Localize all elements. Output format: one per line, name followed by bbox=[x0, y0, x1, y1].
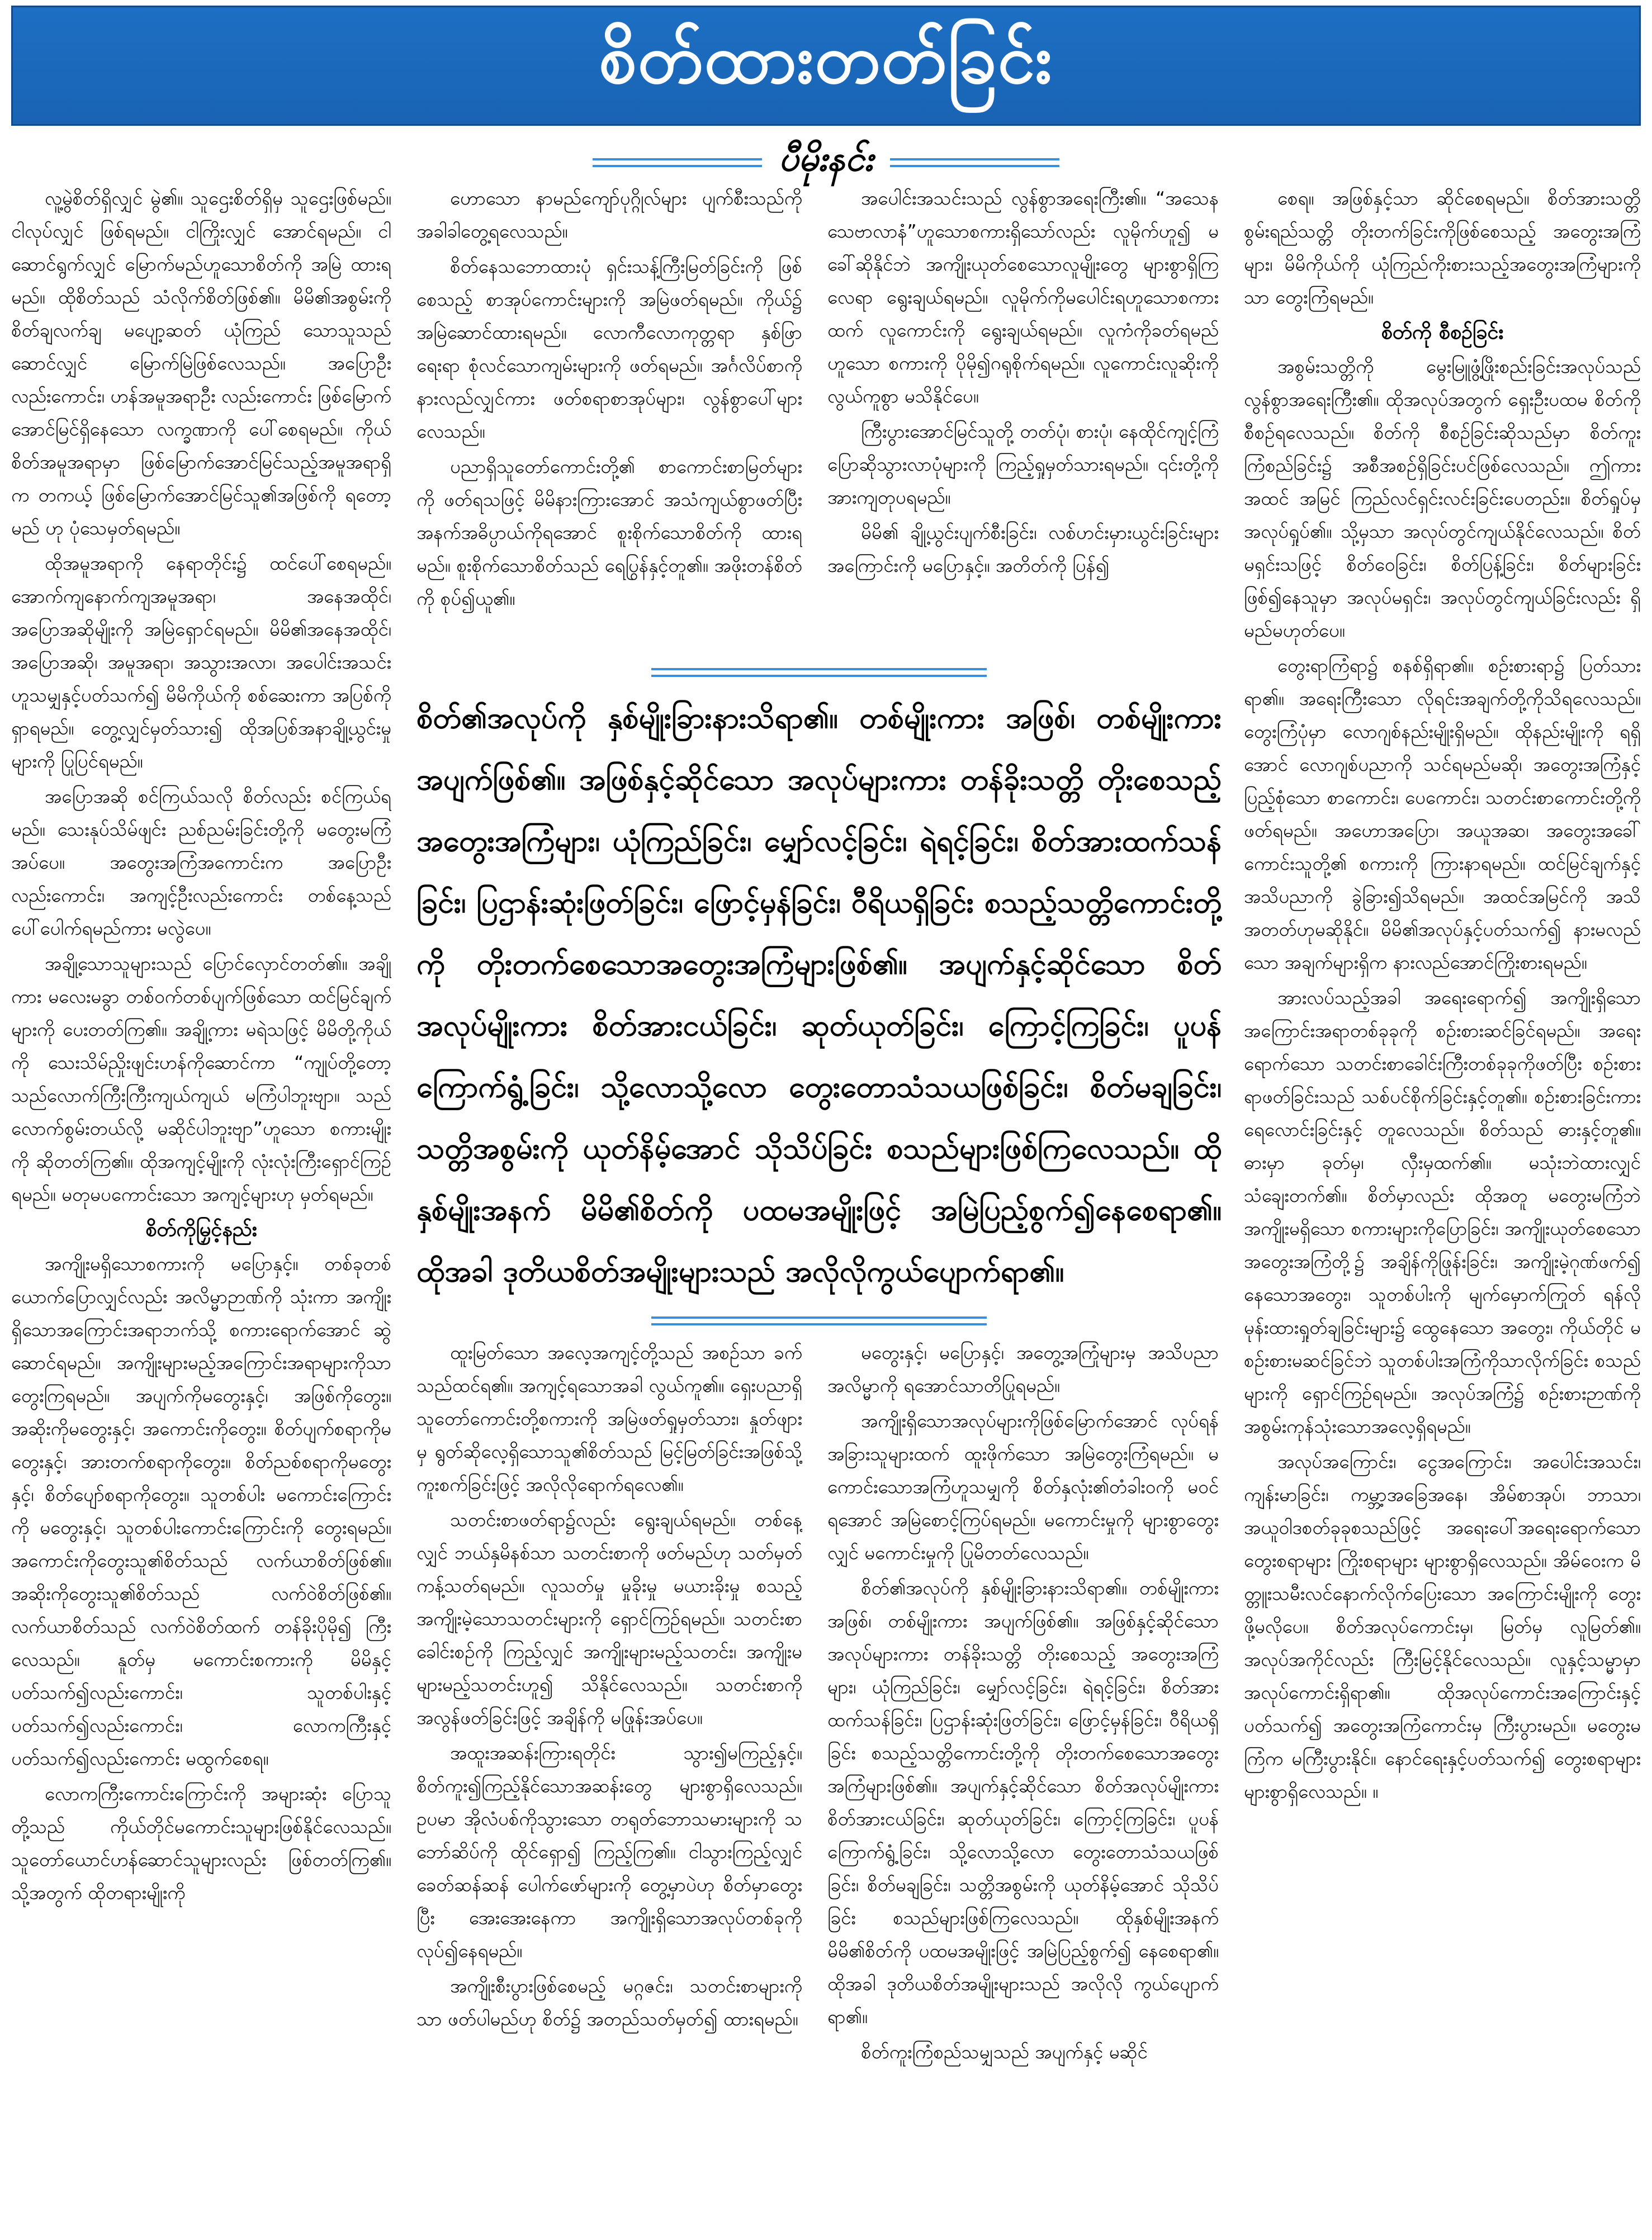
paragraph: အကျိုးရှိသောအလုပ်များကိုဖြစ်မြောက်အောင် လုပ်ရန် အခြားသူများထက် ထူးဖိုက်သော အမြဲတွေးကြံရမည်။ မကောင်းသောအကြံဟူသမျှကို စိတ်နှလုံး၏တံခါးဝကို မဝင်ရအောင် အမြဲစောင့်ကြပ်ရမည်။ မကောင်းမှုကို များစွာတွေးလျှင် မကောင်းမှုကို ပြုမိတတ်လေသည်။ bbox=[827, 1410, 1219, 1564]
paragraph: ဟောသော နာမည်ကျော်ပုဂ္ဂိုလ်များ ပျက်စီးသည်ကို အခါခါတွေ့ရလေသည်။ bbox=[416, 187, 802, 242]
pull-quote-rule bbox=[651, 675, 987, 677]
paragraph: ပညာရှိသူတော်ကောင်းတို့၏ စာကောင်းစာမြတ်များကို ဖတ်ရသဖြင့် မိမိနားကြားအောင် အသံကျယ်စွာဖတ်ပြီး အနက်အဓိပ္ပာယ်ကိုရအောင် စူးစိုက်သောစိတ်ကို ထားရမည်။ စူးစိုက်သောစိတ်သည် ရေပြွန်နှင့်တူ၏။ အဖိုးတန်စိတ်ကို စုပ်၍ယူ၏။ bbox=[416, 456, 802, 609]
article-title: စိတ်ထားတတ်ခြင်း bbox=[599, 21, 1053, 98]
paragraph: အထူးအဆန်းကြားရတိုင်း သွား၍မကြည့်နှင့်။ စိတ်ကူး၍ကြည့်နိုင်သောအဆန်းတွေ များစွာရှိလေသည်။ ဥပမာ အိုလံပစ်ကိုသွားသော တရုတ်ဘောသမားများကို သဘော်ဆိပ်ကို ထိုင်ရှော၍ ကြည့်ကြ၏။ ငါသွားကြည့်လျှင် ခေတ်ဆန်ဆန် ပေါက်ဖော်များကို တွေ့မှာပဲဟု စိတ်မှာတွေးပြီး အေးအေးနေကာ အကျိုးရှိသောအလုပ်တစ်ခုကို လုပ်၍နေရမည်။ bbox=[416, 1742, 802, 1962]
paragraph: စေရ။ အဖြစ်နှင့်သာ ဆိုင်စေရမည်။ စိတ်အားသတ္တိ စွမ်းရည်သတ္တိ တိုးတက်ခြင်းကိုဖြစ်စေသည့် အတွေးအကြံများ၊ မိမိကိုယ်ကို ယုံကြည်ကိုးစားသည့်အတွေးအကြံများကိုသာ တွေးကြံရမည်။ bbox=[1244, 187, 1641, 308]
paragraph: အလုပ်အကြောင်း၊ ငွေအကြောင်း၊ အပေါင်းအသင်း၊ ကျန်းမာခြင်း၊ ကမ္ဘာ့အခြေအနေ၊ အိမ်စာအုပ်၊ ဘာသာ၊ အယူဝါဒစတ်ခုခုစသည်ဖြင့် အရေးပေါ်အရေးရောက်သော တွေးစရာများ ကြိုးစရာများ များစွာရှိလေသည်။ အိမ်ဝေးက မိတ္တူးသမီးလင်နောက်လိုက်ပြေးသော အကြောင်းမျိုးကို တွေးဖို့မလိုပေ။ စိတ်အလုပ်ကောင်းမှ၊ မြတ်မှ လူမြတ်၏။ အလုပ်အကိုင်လည်း ကြီးမြင့်နိုင်လေသည်။ လူနှင့်သမ္မာမှာ အလုပ်ကောင်းရှိရာ၏။ ထိုအလုပ်ကောင်းအကြောင်းနှင့်ပတ်သက်၍ အတွေးအကြံကောင်းမှ ကြီးပွားမည်။ မတွေးမကြံက မကြီးပွားနိုင်။ နောင်ရေးနှင့်ပတ်သက်၍ တွေးစရာများများစွာရှိလေသည်။ ။ bbox=[1244, 1451, 1641, 1802]
pull-quote bbox=[411, 668, 1227, 1328]
paragraph: သတင်းစာဖတ်ရာ၌လည်း ရွေးချယ်ရမည်။ တစ်နေ့လျှင် ဘယ်နှမိနစ်သာ သတင်းစာကို ဖတ်မည်ဟု သတ်မှတ်ကန့်သတ်ရမည်။ လူသတ်မှု မှုခိုးမှု မယားခိုးမှု စသည့်အကျိုးမဲ့သောသတင်းများကို ရှောင်ကြဉ်ရမည်။ သတင်းစာခေါင်းစဉ်ကို ကြည့်လျှင် အကျိုးများမည့်သတင်း၊ အကျိုးမများမည့်သတင်းဟူ၍ သိနိုင်လေသည်။ သတင်းစာကို အလွန်ဖတ်ခြင်းဖြင့် အချိန်ကို မဖြုန်းအပ်ပေ။ bbox=[416, 1509, 802, 1728]
author-name: ပီမိုးနင်း bbox=[762, 137, 890, 188]
paragraph: လောကကြီးကောင်းကြောင်းကို အများဆုံး ပြောသူတို့သည် ကိုယ်တိုင်မကောင်းသူများဖြစ်နိုင်လေသည်။ သူတော်ယောင်ဟန်ဆောင်သူများလည်း ဖြစ်တတ်ကြ၏။ သို့အတွက် ထိုတရားမျိုးကို bbox=[11, 1783, 391, 1903]
title-banner bbox=[11, 6, 1641, 126]
paragraph: အကျိုးမရှိသောစကားကို မပြောနှင့်။ တစ်ခုတစ်ယောက်ပြောလျှင်လည်း အလိမ္မာဉာဏ်ကို သုံးကာ အကျိုးရှိသောအကြောင်းအရာဘက်သို့ စကားရောက်အောင် ဆွဲဆောင်ရမည်။ အကျိုးများမည့်အကြောင်းအရာများကိုသာ တွေးကြရမည်။ အပျက်ကိုမတွေးနှင့်၊ အဖြစ်ကိုတွေး။ အဆိုးကိုမတွေးနှင့်၊ အကောင်းကိုတွေး။ စိတ်ပျက်စရာကိုမတွေးနှင့်၊ အားတက်စရာကိုတွေး။ စိတ်ညစ်စရာကိုမတွေးနှင့်၊ စိတ်ပျော်စရာကိုတွေး။ သူတစ်ပါး မကောင်းကြောင်းကို မတွေးနှင့်၊ သူတစ်ပါးကောင်းကြောင်းကို တွေးရမည်။ အကောင်းကိုတွေးသူ၏စိတ်သည် လက်ယာစိတ်ဖြစ်၏။ အဆိုးကိုတွေးသူ၏စိတ်သည် လက်ဝဲစိတ်ဖြစ်၏။ လက်ယာစိတ်သည် လက်ဝဲစိတ်ထက် တန်ခိုးပိုမို၍ ကြီးလေသည်။ နူတ်မှ မကောင်းစကားကို မိမိနှင့်ပတ်သက်၍လည်းကောင်း၊ သူတစ်ပါးနှင့်ပတ်သက်၍လည်းကောင်း၊ လောကကြီးနှင့် ပတ်သက်၍လည်းကောင်း မထွက်စေရ။ bbox=[11, 1253, 391, 1769]
pull-quote-rule bbox=[651, 1316, 987, 1319]
paragraph: အပေါင်းအသင်းသည် လွန်စွာအရေးကြီး၏။ “အသေနသေဗာလာနံ”ဟူသောစကားရှိသော်လည်း လူမိုက်ဟူ၍ မခေါ်ဆိုနိုင်ဘဲ အကျိုးယုတ်စေသောလူမျိုးတွေ များစွာရှိကြလေရာ ရွေးချယ်ရမည်။ လူမိုက်ကိုမပေါင်းရဟူသောစကားထက် လူကောင်းကို ရွေးချယ်ရမည်။ လူကံကိုခတ်ရမည်ဟူသော စကားကို ပိုမို၍ဂရုစိုက်ရမည်။ လူကောင်းလူဆိုးကို လွယ်ကူစွာ မသိနိုင်ပေ။ bbox=[827, 187, 1219, 407]
column-1 bbox=[11, 182, 391, 2228]
section-heading: စိတ်ကို စီစဉ်ခြင်း bbox=[1381, 321, 1504, 344]
paragraph: အပြောအဆို စင်ကြယ်သလို စိတ်လည်း စင်ကြယ်ရမည်။ သေးနုပ်သိမ်ဖျင်း ညစ်ညမ်းခြင်းတို့ကို မတွေးမကြံအပ်ပေ။ အတွေးအကြံအကောင်းက အပြောဦးလည်းကောင်း၊ အကျင့်ဦးလည်းကောင်း တစ်နေ့သည် ပေါ်ပေါက်ရမည်ကား မလွဲပေ။ bbox=[11, 785, 391, 939]
paragraph: အချို့သောသူများသည် ပြောင်လှောင်တတ်၏။ အချို့ကား မလေးမခွာ တစ်ဝက်တစ်ပျက်ဖြစ်သော ထင်မြင်ချက်များကို ပေးတတ်ကြ၏။ အချို့ကား မရဲသဖြင့် မိမိတို့ကိုယ်ကို သေးသိမ်ညှိုးဖျင်းဟန်ကိုဆောင်ကာ “ကျုပ်တို့တော့ သည်လောက်ကြီးကြီးကျယ်ကျယ် မကြံပါဘူးဗျာ။ သည်လောက်စွမ်းတယ်လို့ မဆိုင်ပါဘူးဗျာ”ဟူသော စကားမျိုးကို ဆိုတတ်ကြ၏။ ထိုအကျင့်မျိုးကို လုံးလုံးကြီးရှောင်ကြဉ်ရမည်။ မတုမပကောင်းသော အကျင့်များဟု မှတ်ရမည်။ bbox=[11, 953, 391, 1205]
paragraph: မိမိ၏ ချို့ယွင်းပျက်စီးခြင်း၊ လစ်ဟင်းမှားယွင်းခြင်းများအကြောင်းကို မပြောနှင့်။ အတိတ်ကို ပြန်၍ bbox=[827, 522, 1219, 576]
pull-quote-text: စိတ်၏အလုပ်ကို နှစ်မျိုးခြားနားသိရာ၏။ တစ်မျိုးကား အဖြစ်၊ တစ်မျိုးကား အပျက်ဖြစ်၏။ အဖြစ်နှင့်ဆိုင်သော အလုပ်များကား တန်ခိုးသတ္တိ တိုးစေသည့် အတွေးအကြံများ၊ ယုံကြည်ခြင်း၊ မျှော်လင့်ခြင်း၊ ရဲရင့်ခြင်း၊ စိတ်အားထက်သန်ခြင်း၊ ပြဌာန်းဆုံးဖြတ်ခြင်း၊ ဖြောင့်မှန်ခြင်း၊ ဝီရိယရှိခြင်း စသည့်သတ္တိကောင်းတို့ကို တိုးတက်စေသောအတွေးအကြံများဖြစ်၏။ အပျက်နှင့်ဆိုင်သော စိတ်အလုပ်မျိုးကား စိတ်အားငယ်ခြင်း၊ ဆုတ်ယုတ်ခြင်း၊ ကြောင့်ကြခြင်း၊ ပူပန်ကြောက်ရွံ့ခြင်း၊ သို့လောသို့လော တွေးတောသံသယဖြစ်ခြင်း၊ စိတ်မချခြင်း၊ သတ္တိအစွမ်းကို ယုတ်နိမ့်အောင် သိုသိပ်ခြင်း စသည်များဖြစ်ကြလေသည်။ ထိုနှစ်မျိုးအနက် မိမိ၏စိတ်ကို ပထမအမျိုးဖြင့် အမြဲပြည့်စွက်၍နေစေရာ၏။ ထိုအခါ ဒုတိယစိတ်အမျိုးများသည် အလိုလိုကွယ်ပျောက်ရာ၏။ bbox=[416, 702, 1222, 1289]
column-2-bottom bbox=[416, 1336, 802, 2228]
paragraph: တွေးရာကြံရာ၌ စနစ်ရှိရာ၏။ စဉ်းစားရာ၌ ပြတ်သားရာ၏။ အရေးကြီးသော လိုရင်းအချက်တို့ကိုသိရလေသည်။ တွေးကြံပုံမှာ လောဂျစ်နည်းမျိုးရှိမည်။ ထိုနည်းမျိုးကို ရရှိအောင် လောဂျစ်ပညာကို သင်ရမည်မဆို၊ အတွေးအကြံနှင့် ပြည့်စုံသော စာကောင်း၊ ပေကောင်း၊ သတင်းစာကောင်းတို့ကို ဖတ်ရမည်။ အဟောအပြော၊ အယူအဆ၊ အတွေးအခေါ်ကောင်းသူတို့၏ စကားကို ကြားနာရမည်။ ထင်မြင်ချက်နှင့် အသိပညာကို ခွဲခြား၍သိရမည်။ အထင်အမြင်ကို အသိအတတ်ဟုမဆိုနိုင်။ မိမိ၏အလုပ်နှင့်ပတ်သက်၍ နားမလည်သော အချက်များရှိက နားလည်အောင်ကြိုးစားရမည်။ bbox=[1244, 655, 1641, 973]
paragraph: လူ့မွဲစိတ်ရှိလျှင် မွဲ၏။ သူဌေးစိတ်ရှိမှ သူဌေးဖြစ်မည်။ ငါလုပ်လျှင် ဖြစ်ရမည်။ ငါကြိုးလျှင် အောင်ရမည်။ ငါဆောင်ရွက်လျှင် မြောက်မည်ဟူသောစိတ်ကို အမြဲ ထားရမည်။ ထိုစိတ်သည် သံလိုက်စိတ်ဖြစ်၏။ မိမိ၏အစွမ်းကို စိတ်ချလက်ချ မပျော့ဆတ် ယုံကြည် သောသူသည် ဆောင်လျှင် မြောက်မြဲဖြစ်လေသည်။ အပြောဦးလည်းကောင်း၊ ဟန်အမူအရာဦး လည်းကောင်း ဖြစ်မြောက်အောင်မြင်ရှိနေသော လက္ခဏာကို ပေါ်စေရမည်။ ကိုယ်စိတ်အမူအရာမှာ ဖြစ်မြောက်အောင်မြင်သည့်အမူအရာရှိက တကယ့် ဖြစ်မြောက်အောင်မြင်သူ၏အဖြစ်ကို ရတော့မည် ဟု ပုံသေမှတ်ရမည်။ bbox=[11, 187, 391, 539]
pull-quote-rule bbox=[651, 668, 987, 670]
column-4 bbox=[1244, 182, 1641, 2228]
paragraph: အစွမ်းသတ္တိကို မွေးမြူဖွံ့ဖြိုးစည်းခြင်းအလုပ်သည် လွန်စွာအရေးကြီး၏။ ထိုအလုပ်အတွက် ရှေးဦးပထမ စိတ်ကို စီစဉ်ရလေသည်။ စိတ်ကို စီစဉ်ခြင်းဆိုသည်မှာ စိတ်ကူးကြံစည်ခြင်း၌ အစီအစဉ်ရှိခြင်းပင်ဖြစ်လေသည်။ ဤကား အထင် အမြင် ကြည်လင်ရှင်းလင်းခြင်းပေတည်း။ စိတ်ရှုပ်မှ အလုပ်ရှုပ်၏။ သို့မှသာ အလုပ်တွင်ကျယ်နိုင်လေသည်။ စိတ်မရှင်းသဖြင့် စိတ်ဝေခြင်း၊ စိတ်ပြန့်ခြင်း၊ စိတ်များခြင်း ဖြစ်၍နေသူမှာ အလုပ်မရှင်း၊ အလုပ်တွင်ကျယ်ခြင်းလည်း ရှိမည်မဟုတ်ပေ။ bbox=[1244, 356, 1641, 641]
paragraph: စိတ်နေသဘောထားပုံ ရှင်းသန့်ကြီးမြတ်ခြင်းကို ဖြစ်စေသည့် စာအုပ်ကောင်းများကို အမြဲဖတ်ရမည်။ ကိုယ်၌ အမြဲဆောင်ထားရမည်။ လောကီလောကုတ္တရာ နှစ်ဖြာရေးရာ စုံလင်သောကျမ်းများကို ဖတ်ရမည်။ အင်္ဂလိပ်စာကို နားလည်လျှင်ကား ဖတ်စရာစာအုပ်များ၊ လွန်စွာပေါ်များလေသည်။ bbox=[416, 255, 802, 442]
section-heading: စိတ်ကိုမြှင့်နည်း bbox=[145, 1218, 257, 1241]
column-2-top bbox=[416, 182, 802, 665]
paragraph: စိတ်ကူးကြံစည်သမျှသည် အပျက်နှင့် မဆိုင် bbox=[861, 2041, 1148, 2063]
pull-quote-rule bbox=[651, 1323, 987, 1325]
column-3-bottom bbox=[827, 1336, 1219, 2228]
paragraph: မတွေးနှင့်၊ မပြောနှင့်၊ အတွေ့အကြုံများမှ အသိပညာ အလိမ္မာကို ရအောင်သာတိပြုရမည်။ bbox=[827, 1342, 1219, 1396]
paragraph: စိတ်၏အလုပ်ကို နှစ်မျိုးခြားနားသိရာ၏။ တစ်မျိုးကား အဖြစ်၊ တစ်မျိုးကား အပျက်ဖြစ်၏။ အဖြစ်နှင့်ဆိုင်သော အလုပ်များကား တန်ခိုးသတ္တိ တိုးစေသည့် အတွေးအကြံများ၊ ယုံကြည်ခြင်း၊ မျှော်လင့်ခြင်း၊ ရဲရင့်ခြင်း၊ စိတ်အားထက်သန်ခြင်း၊ ပြဌာန်းဆုံးဖြတ်ခြင်း၊ ဖြောင့်မှန်ခြင်း၊ ဝီရိယရှိခြင်း စသည့်သတ္တိကောင်းတို့ကို တိုးတက်စေသောအတွေးအကြံများဖြစ်၏။ အပျက်နှင့်ဆိုင်သော စိတ်အလုပ်မျိုးကား စိတ်အားငယ်ခြင်း၊ ဆုတ်ယုတ်ခြင်း၊ ကြောင့်ကြခြင်း၊ ပူပန်ကြောက်ရွံ့ခြင်း၊ သို့လောသို့လော တွေးတောသံသယဖြစ်ခြင်း၊ စိတ်မချခြင်း၊ သတ္တိအစွမ်းကို ယုတ်နိမ့်အောင် သိုသိပ်ခြင်း စသည်များဖြစ်ကြလေသည်။ ထိုနှစ်မျိုးအနက် မိမိ၏စိတ်ကို ပထမအမျိုးဖြင့် အမြဲပြည့်စွက်၍ နေစေရာ၏။ ထိုအခါ ဒုတိယစိတ်အမျိုးများသည် အလိုလို ကွယ်ပျောက်ရာ၏။ bbox=[827, 1577, 1219, 2028]
author-byline bbox=[593, 137, 1059, 187]
paragraph: ထိုအမူအရာကို နေရာတိုင်း၌ ထင်ပေါ်စေရမည်။ အောက်ကျနောက်ကျအမူအရာ၊ အနေအထိုင်၊ အပြောအဆိုမျိုးကို အမြဲရှောင်ရမည်။ မိမိ၏အနေအထိုင်၊ အပြောအဆို၊ အမူအရာ၊ အသွားအလာ၊ အပေါင်းအသင်းဟူသမျှနှင့်ပတ်သက်၍ မိမိကိုယ်ကို စစ်ဆေးကာ အပြစ်ကိုရှာရမည်။ တွေ့လျှင်မှတ်သား၍ ထိုအပြစ်အနာချို့ယွင်းမှုများကို ပြုပြင်ရမည်။ bbox=[11, 552, 391, 772]
paragraph: ထူးမြတ်သော အလေ့အကျင့်တို့သည် အစဉ်သာ ခက်သည်ထင်ရ၏။ အကျင့်ရသောအခါ လွယ်ကူ၏။ ရှေးပညာရှိ သူတော်ကောင်းတို့စကားကို အမြဲဖတ်ရှုမှတ်သား၊ နှုတ်ဖျားမှ ရွတ်ဆိုလေ့ရှိသောသူ၏စိတ်သည် မြင့်မြတ်ခြင်းအဖြစ်သို့ ကူးစက်ခြင်းဖြင့် အလိုလိုရောက်ရလေ၏။ bbox=[416, 1342, 802, 1495]
paragraph: အားလပ်သည့်အခါ အရေးရောက်၍ အကျိုးရှိသော အကြောင်းအရာတစ်ခုခုကို စဉ်းစားဆင်ခြင်ရမည်။ အရေးရောက်သော သတင်းစာခေါင်းကြီးတစ်ခုခုကိုဖတ်ပြီး စဉ်းစားရာဖတ်ခြင်းသည် သစ်ပင်စိုက်ခြင်းနှင့်တူ၏။ စဉ်းစားခြင်းကား ရေလောင်းခြင်းနှင့် တူလေသည်။ စိတ်သည် ဓားနှင့်တူ၏။ ဓားမှာ ခုတ်မှ၊ လှီးမှထက်၏။ မသုံးဘဲထားလျှင် သံချေးတက်၏။ စိတ်မှာလည်း ထိုအတူ မတွေးမကြံဘဲ အကျိုးမရှိသော စကားများကိုပြောခြင်း၊ အကျိုးယုတ်စေသော အတွေးအကြံတို့၌ အချိန်ကိုဖြုန်းခြင်း၊ အကျိုးမဲ့ဂုဏ်ဖက်၍ နေသောအတွေး၊ သူတစ်ပါးကို မျက်မှောက်ကြုတ် ရန်လိုမုန်းထားရှုတ်ချခြင်းများ၌ ထွေနေသော အတွေး၊ ကိုယ်တိုင် မစဉ်းစားမဆင်ခြင်ဘဲ သူတစ်ပါးအကြံကိုသာလိုက်ခြင်း စသည်များကို ရှောင်ကြဉ်ရမည်။ အလုပ်အကြံ၌ စဉ်းစားဉာဏ်ကို အစွမ်းကုန်သုံးသောအလေ့ရှိရမည်။ bbox=[1244, 987, 1641, 1437]
column-3-top bbox=[827, 182, 1219, 665]
paragraph: အကျိုးစီးပွားဖြစ်စေမည့် မဂ္ဂဇင်း၊ သတင်းစာများကိုသာ ဖတ်ပါမည်ဟု စိတ်၌ အတည်သတ်မှတ်၍ ထားရမည်။ bbox=[416, 1975, 802, 2030]
paragraph: ကြီးပွားအောင်မြင်သူတို့ တတ်ပုံ၊ စားပုံ၊ နေထိုင်ကျင့်ကြံ ပြောဆိုသွားလာပုံများကို ကြည့်ရှုမှတ်သားရမည်။ ၎င်းတို့ကို အားကျတုပရမည်။ bbox=[827, 420, 1219, 508]
